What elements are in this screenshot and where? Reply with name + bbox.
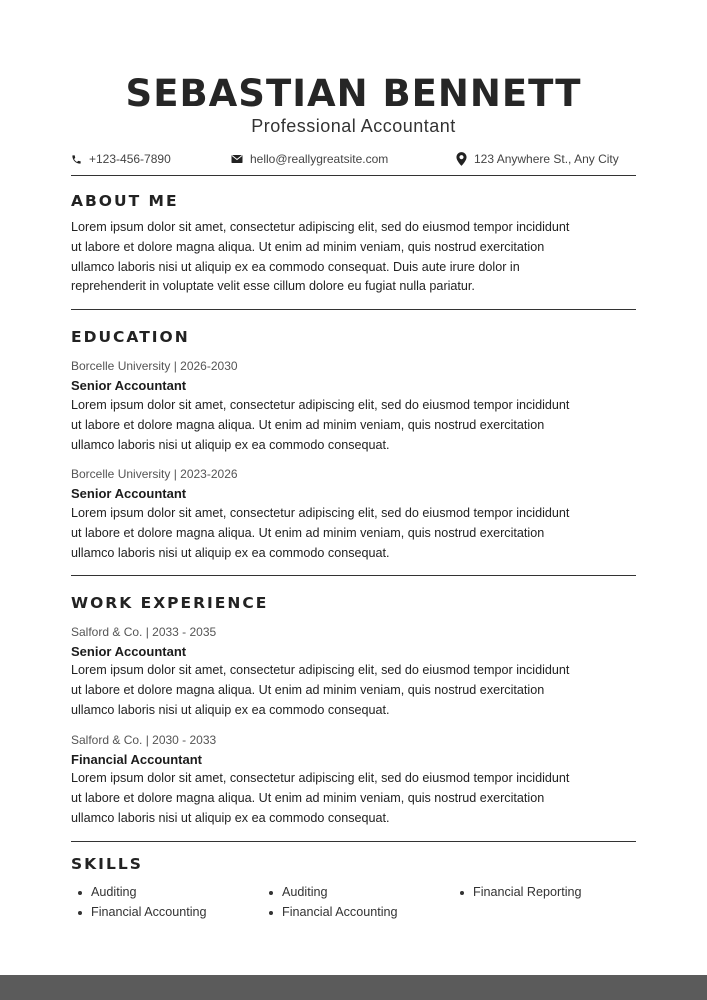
text-line: Lorem ipsum dolor sit amet, consectetur adipiscing elit, sed do eiusmod tempor incididunt bbox=[71, 220, 570, 234]
entry-meta: Borcelle University | 2026-2030 bbox=[71, 359, 238, 373]
contact-bar bbox=[71, 152, 636, 168]
text-line: Lorem ipsum dolor sit amet, consectetur adipiscing elit, sed do eiusmod tempor incididunt bbox=[71, 663, 570, 677]
text-line: Lorem ipsum dolor sit amet, consectetur adipiscing elit, sed do eiusmod tempor incididunt bbox=[71, 398, 570, 412]
location-pin-icon bbox=[456, 152, 467, 166]
text-line: Lorem ipsum dolor sit amet, consectetur adipiscing elit, sed do eiusmod tempor incididunt bbox=[71, 506, 570, 520]
address-text: 123 Anywhere St., Any City bbox=[474, 152, 619, 166]
phone-icon bbox=[71, 154, 82, 165]
contact-email bbox=[231, 152, 388, 166]
entry-subtitle: Financial Accountant bbox=[71, 752, 202, 767]
email-text: hello@reallygreatsite.com bbox=[250, 152, 389, 166]
text-line: ullamco laboris nisi ut aliquip ex ea commodo consequat. Duis aute irure dolor in bbox=[71, 259, 520, 274]
skill-item: Financial Reporting bbox=[473, 885, 582, 899]
text-line: reprehenderit in voluptate velit esse cillum dolore eu fugiat nulla pariatur. bbox=[71, 279, 475, 294]
entry-meta: Borcelle University | 2023-2026 bbox=[71, 467, 238, 481]
text-line: ut labore et dolore magna aliqua. Ut enim ad minim veniam, quis nostrud exercitation bbox=[71, 239, 545, 254]
divider bbox=[71, 575, 636, 576]
divider bbox=[71, 175, 636, 176]
contact-address bbox=[456, 152, 619, 166]
entry-meta: Salford & Co. | 2033 - 2035 bbox=[71, 625, 217, 639]
entry-description bbox=[71, 504, 641, 563]
entry-subtitle: Senior Accountant bbox=[71, 644, 187, 659]
job-title: Professional Accountant bbox=[251, 116, 456, 136]
text-line: ut labore et dolore magna aliqua. Ut enim ad minim veniam, quis nostrud exercitation bbox=[71, 525, 545, 540]
entry-meta: Salford & Co. | 2030 - 2033 bbox=[71, 733, 217, 747]
candidate-name: SEBASTIAN BENNETT bbox=[125, 72, 582, 115]
about-paragraph bbox=[71, 218, 641, 297]
entry-description bbox=[71, 396, 641, 455]
text-line: Lorem ipsum dolor sit amet, consectetur adipiscing elit, sed do eiusmod tempor incididunt bbox=[71, 771, 570, 785]
section-title-education: EDUCATION bbox=[71, 328, 190, 346]
text-line: ut labore et dolore magna aliqua. Ut enim ad minim veniam, quis nostrud exercitation bbox=[71, 682, 545, 697]
section-title-experience: WORK EXPERIENCE bbox=[71, 594, 269, 612]
section-title-skills: SKILLS bbox=[71, 855, 143, 873]
section-title-about: ABOUT ME bbox=[71, 192, 179, 210]
divider bbox=[71, 309, 636, 310]
entry-description bbox=[71, 769, 641, 828]
entry-description bbox=[71, 661, 641, 720]
entry-subtitle: Senior Accountant bbox=[71, 378, 187, 393]
entry-subtitle: Senior Accountant bbox=[71, 486, 187, 501]
footer-bar bbox=[0, 975, 707, 1000]
text-line: ullamco laboris nisi ut aliquip ex ea commodo consequat. bbox=[71, 810, 390, 825]
phone-text: +123-456-7890 bbox=[89, 152, 171, 166]
text-line: ullamco laboris nisi ut aliquip ex ea commodo consequat. bbox=[71, 702, 390, 717]
text-line: ut labore et dolore magna aliqua. Ut enim ad minim veniam, quis nostrud exercitation bbox=[71, 417, 545, 432]
text-line: ullamco laboris nisi ut aliquip ex ea commodo consequat. bbox=[71, 437, 390, 452]
text-line: ut labore et dolore magna aliqua. Ut enim ad minim veniam, quis nostrud exercitation bbox=[71, 790, 545, 805]
skill-item: Financial Accounting bbox=[282, 905, 398, 919]
divider bbox=[71, 841, 636, 842]
mail-icon bbox=[231, 154, 243, 164]
text-line: ullamco laboris nisi ut aliquip ex ea commodo consequat. bbox=[71, 545, 390, 560]
skill-item: Auditing bbox=[282, 885, 328, 899]
contact-phone bbox=[71, 152, 171, 166]
skill-item: Financial Accounting bbox=[91, 905, 207, 919]
skill-item: Auditing bbox=[91, 885, 137, 899]
